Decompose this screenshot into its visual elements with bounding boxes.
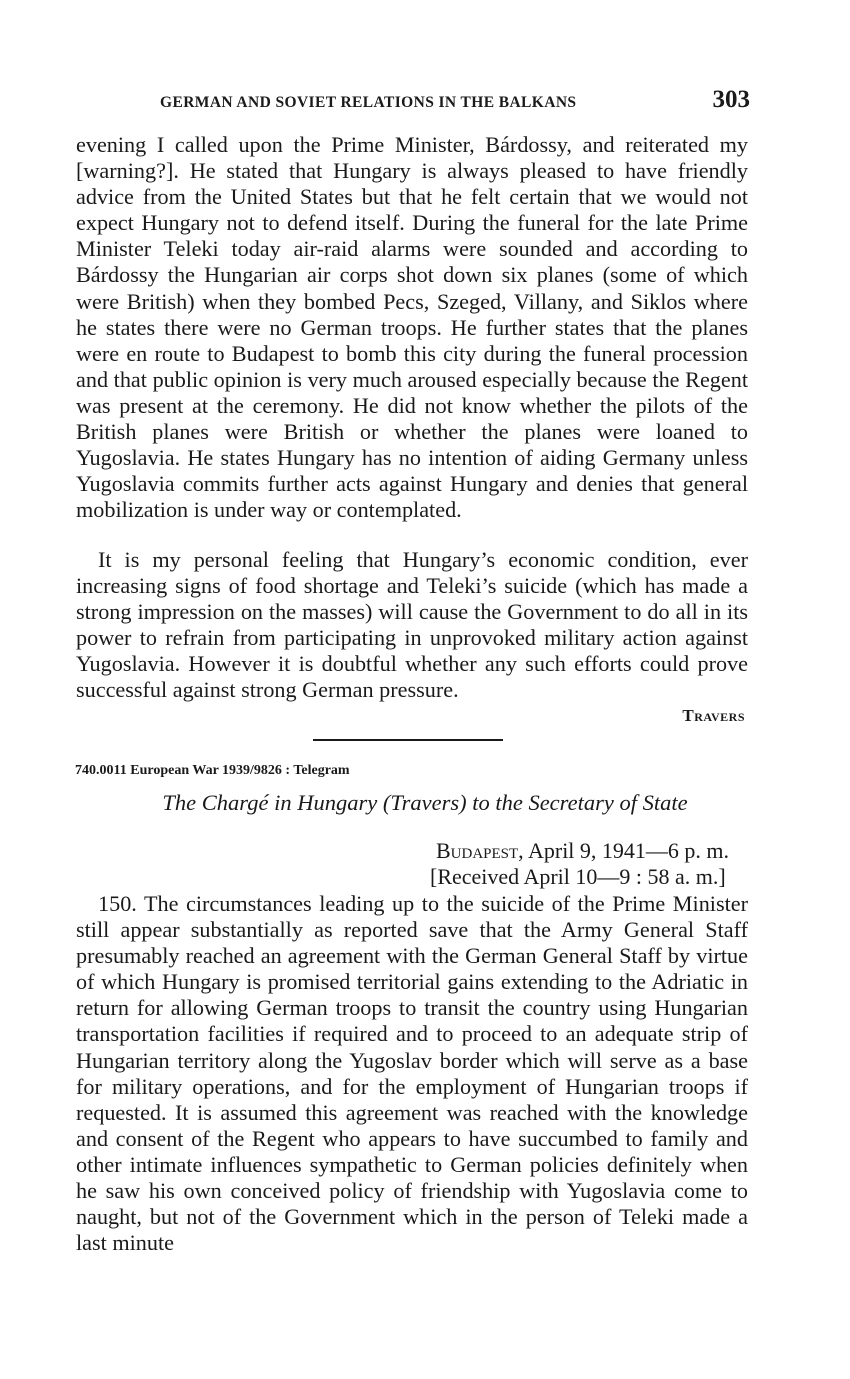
dateline xyxy=(436,838,729,864)
running-head xyxy=(160,86,750,120)
dateline-place: Budapest, xyxy=(436,838,524,863)
body-paragraph-1: evening I called upon the Prime Minister, Bárdossy, and reiterated my [warning?]. He stated that Hungary is always pleased to have friendly advice from the United States but that he felt certain that we would not expect Hungary not to defend itself. During the funeral for the late Prime Minister Teleki today air-raid alarms were sounded and according to Bárdossy the Hungarian air corps shot down six planes (some of which were British) when they bombed Pecs, Szeged, Villany, and Siklos where he states there were no German troops. He further states that the planes were en route to Budapest to bomb this city during the funeral procession and that public opinion is very much aroused especially because the Regent was present at the ceremony. He did not know whether the pilots of the British planes were British or whether the planes were loaned to Yugoslavia. He states Hungary has no intention of aiding Germany unless Yugoslavia commits further acts against Hungary and denies that general mobilization is under way or contemplated. xyxy=(76,132,748,523)
section-divider xyxy=(313,739,503,741)
dateline-date: April 9, 1941—6 p. m. xyxy=(527,838,730,863)
received-line: [Received April 10—9 : 58 a. m.] xyxy=(430,864,726,889)
running-title: GERMAN AND SOVIET RELATIONS IN THE BALKANS xyxy=(160,94,577,111)
signature: Travers xyxy=(682,706,745,725)
document-title: The Chargé in Hungary (Travers) to the Secretary of State xyxy=(162,790,688,815)
page-number: 303 xyxy=(712,86,750,113)
file-reference: 740.0011 European War 1939/9826 : Telegram xyxy=(75,763,350,778)
telegram-paragraph: 150. The circumstances leading up to the suicide of the Prime Minister still appear substantially as reported save that the Army General Staff presumably reached an agreement with the German General Staff by virtue of which Hungary is promised territorial gains extending to the Adriatic in return for allowing German troops to transit the country using Hungarian transportation facilities if required and to proceed to an adequate strip of Hungarian territory along the Yugoslav border which will serve as a base for military operations, and for the employment of Hungarian troops if requested. It is assumed this agreement was reached with the knowledge and consent of the Regent who appears to have succumbed to family and other intimate influences sympathetic to German policies definitely when he saw his own conceived policy of friendship with Yugoslavia come to naught, but not of the Government which in the person of Teleki made a last minute xyxy=(76,891,748,1256)
body-paragraph-2: It is my personal feeling that Hungary’s economic condition, ever increasing signs of food shortage and Teleki’s suicide (which has made a strong impression on the masses) will cause the Government to do all in its power to refrain from participating in unprovoked military action against Yugoslavia. However it is doubtful whether any such efforts could prove successful against strong German pressure. xyxy=(76,547,748,703)
